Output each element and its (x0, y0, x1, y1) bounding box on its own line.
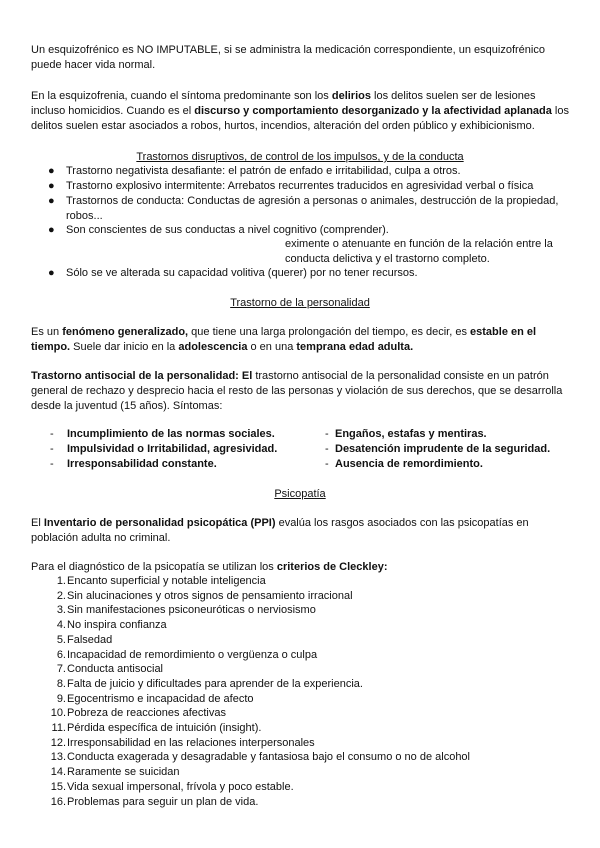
text-run: que tiene una larga prolongación del tiempo, es decir, es (188, 326, 471, 338)
bullet-icon: ● (48, 165, 55, 177)
bullet-text: Trastorno negativista desafiante: el patrón de enfado e irritabilidad, culpa a otros. (66, 165, 461, 177)
criterion-number: 15. (50, 781, 66, 793)
criterion-number: 4. (56, 619, 66, 631)
dash-marker: - (50, 428, 54, 440)
bullet-icon: ● (48, 267, 55, 279)
symptom-right: Engaños, estafas y mentiras. (335, 428, 487, 440)
intro-paragraph-2 (31, 89, 571, 134)
criterion-text: No inspira confianza (67, 619, 167, 631)
cleckley-intro (31, 560, 571, 575)
symptom-right: Ausencia de remordimiento. (335, 458, 483, 470)
criterion-text: Irresponsabilidad en las relaciones interpersonales (67, 737, 315, 749)
criterion-text: Problemas para seguir un plan de vida. (67, 796, 259, 808)
criterion-text: Sin alucinaciones y otros signos de pensamiento irracional (67, 590, 353, 602)
indent-note: eximente o atenuante en función de la relación entre la conducta delictiva y el trastorno completo. (285, 238, 553, 265)
bold-run: Trastorno antisocial de la personalidad: El (31, 370, 253, 382)
bold-run: delirios (331, 90, 371, 102)
bold-run: adolescencia (178, 341, 248, 353)
criterion-number: 10. (50, 707, 66, 719)
bold-run: discurso y comportamiento desorganizado y la afectividad aplanada (194, 105, 552, 117)
section-heading-personalidad: Trastorno de la personalidad (230, 297, 370, 309)
criterion-text: Raramente se suicidan (67, 766, 180, 778)
dash-marker: - (325, 428, 329, 440)
criterion-number: 6. (56, 649, 66, 661)
criterion-number: 1. (56, 575, 66, 587)
text-run: los delitos suelen estar asociados a robos, hurtos, incendios, alteración del orden público y exhibicionismo. (31, 105, 569, 132)
bold-run: criterios de Cleckley: (276, 561, 388, 573)
bullet-text: Sólo se ve alterada su capacidad volitiva (querer) por no tener recursos. (66, 267, 418, 279)
text-run: evalúa los rasgos asociados con las psicopatías en población adulta no criminal. (31, 517, 529, 544)
criterion-number: 16. (50, 796, 66, 808)
bold-run: Inventario de personalidad psicopática (PPI) (43, 517, 276, 529)
text-run: los delitos suelen ser de lesiones incluso homicidios. Cuando es el (31, 90, 536, 117)
text-run: El (31, 517, 44, 529)
symptom-left: Impulsividad o Irritabilidad, agresividad. (67, 443, 278, 455)
criterion-text: Pérdida específica de intuición (insight). (67, 722, 262, 734)
dash-marker: - (325, 458, 329, 470)
dash-marker: - (50, 458, 54, 470)
intro-paragraph-1: Un esquizofrénico es NO IMPUTABLE, si se administra la medicación correspondiente, un esquizofrénico puede hacer vida normal. (31, 44, 545, 71)
criterion-number: 9. (56, 693, 66, 705)
criterion-text: Falsedad (67, 634, 113, 646)
criterion-text: Falta de juicio y dificultades para aprender de la experiencia. (67, 678, 363, 690)
bold-run: estable en el tiempo. (31, 326, 537, 353)
bold-run: temprana edad adulta. (296, 341, 414, 353)
dash-marker: - (325, 443, 329, 455)
ppi-paragraph (31, 516, 571, 546)
text-run: Para el diagnóstico de la psicopatía se utilizan los (31, 561, 277, 573)
criterion-number: 5. (56, 634, 66, 646)
bullet-text: Son conscientes de sus conductas a nivel cognitivo (comprender). (66, 224, 389, 236)
symptom-left: Irresponsabilidad constante. (67, 458, 217, 470)
criterion-text: Conducta antisocial (67, 663, 164, 675)
dash-marker: - (50, 443, 54, 455)
bullet-icon: ● (48, 180, 55, 192)
criterion-number: 12. (50, 737, 66, 749)
personalidad-paragraph (31, 325, 571, 355)
criterion-text: Incapacidad de remordimiento o vergüenza o culpa (67, 649, 318, 661)
antisocial-paragraph (31, 369, 571, 414)
text-run: Suele dar inicio en la (70, 341, 179, 353)
criterion-number: 2. (56, 590, 66, 602)
criterion-number: 7. (56, 663, 66, 675)
bullet-icon: ● (48, 224, 55, 236)
bullet-icon: ● (48, 195, 55, 207)
criterion-text: Conducta exagerada y desagradable y fantasiosa bajo el consumo o no de alcohol (67, 751, 470, 763)
symptom-left: Incumplimiento de las normas sociales. (67, 428, 275, 440)
text-run: trastorno antisocial de la personalidad consiste en un patrón general de rechazo y desprecio hacia el resto de las personas y violación de sus derechos, que se desarrolla desde la juventud (15 años). Síntomas: (31, 370, 563, 412)
criterion-text: Sin manifestaciones psiconeuróticas o nerviosismo (67, 604, 316, 616)
text-run: En la esquizofrenia, cuando el síntoma predominante son los (31, 90, 332, 102)
criterion-text: Egocentrismo e incapacidad de afecto (67, 693, 254, 705)
bold-run: fenómeno generalizado, (62, 326, 189, 338)
bullet-text: Trastorno explosivo intermitente: Arrebatos recurrentes traducidos en agresividad verbal o física (66, 180, 534, 192)
criterion-number: 13. (50, 751, 66, 763)
symptom-right: Desatención imprudente de la seguridad. (335, 443, 551, 455)
criterion-number: 14. (50, 766, 66, 778)
criterion-text: Vida sexual impersonal, frívola y poco estable. (67, 781, 294, 793)
criterion-text: Pobreza de reacciones afectivas (67, 707, 226, 719)
section-heading-disruptivos: Trastornos disruptivos, de control de los impulsos, y de la conducta (136, 151, 464, 163)
text-run: Es un (31, 326, 63, 338)
bullet-text: Trastornos de conducta: Conductas de agresión a personas o animales, destrucción de la propiedad, robos... (66, 195, 559, 222)
section-heading-psicopatia: Psicopatía (274, 488, 326, 500)
criterion-number: 3. (56, 604, 66, 616)
criterion-number: 11. (51, 722, 66, 734)
criterion-text: Encanto superficial y notable inteligencia (67, 575, 266, 587)
text-run: o en una (247, 341, 297, 353)
criterion-number: 8. (56, 678, 66, 690)
